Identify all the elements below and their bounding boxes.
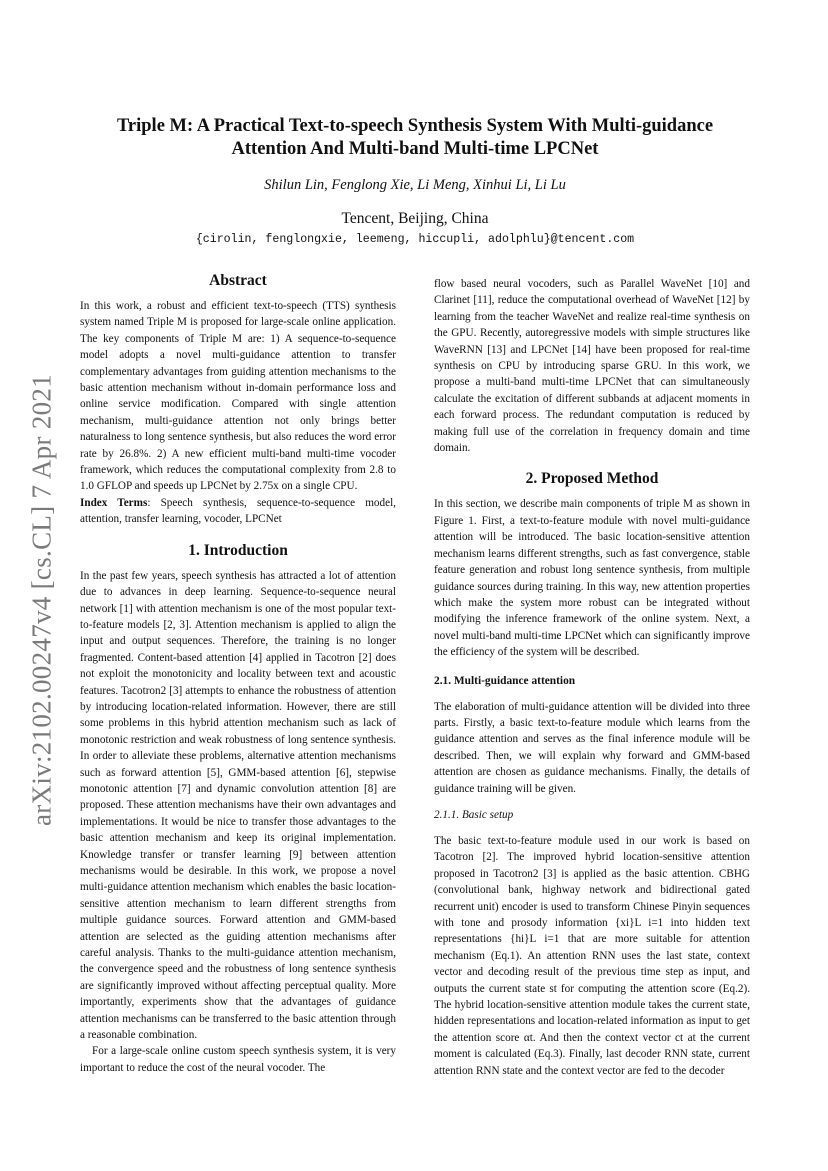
left-column	[80, 272, 396, 1076]
subsubsection-heading: 2.1.1. Basic setup	[434, 808, 514, 821]
method-paragraph-3: The basic text-to-feature module used in our work is based on Tacotron [2]. The improved hybrid location-sensitive attention proposed in Tacotron2 [3] is applied as the basic attention. CBHG (convolutional bank, highway network and bidirectional gated recurrent unit) encoder is used to transform Chinese Pinyin sequences with tone and prosody information {xi}L i=1 into hidden text representations {hi}L i=1 that are more suitable for attention mechanism (Eq.1). An attention RNN uses the last state, context vector and decoding result of the previous time step as input, and outputs the current state st for computing the attention score (Eq.2). The hybrid location-sensitive attention module takes the current state, hidden representations and location-related information as input to get the attention score αt. And then the context vector ct at the current moment is calculated (Eq.3). Finally, last decoder RNN state, current attention RNN state and the context vector are fed to the decoder	[434, 834, 750, 1077]
method-paragraph-2: The elaboration of multi-guidance attention will be divided into three parts. Firstly, a basic text-to-feature module which learns from the guidance attention and serves as the final inference module will be described. Then, we will explain why forward and GMM-based attention are chosen as guidance mechanisms. Finally, the details of guidance training will be given.	[434, 700, 750, 795]
abstract-heading: Abstract	[209, 272, 267, 289]
arxiv-sidebar	[22, 360, 62, 840]
intro-paragraph-1: In the past few years, speech synthesis has attracted a lot of attention due to advances in deep learning. Sequence-to-sequence neural network [1] with attention mechanism is one of the most popular text-to-feature models [2, 3]. Attention mechanism is applied to align the input and output sequences. Therefore, the training is no longer fragmented. Content-based attention [4] applied in Tacotron [2] does not exploit the monotonicity and locality between text and acoustic features. Tacotron2 [3] attempts to enhance the robustness of attention by introducing location-related information. However, there are still some problems in this hybrid attention mechanism such as lack of monotonic restriction and weak robustness of long sentence synthesis. In order to alleviate these problems, alternative attention mechanisms such as forward attention [5], GMM-based attention [6], stepwise monotonic attention [7] and dynamic convolution attention [8] are proposed. These attention mechanisms have their own advantages and implementations. It would be nice to transfer those advantages to the basic attention mechanism and keep its original implementation. Knowledge transfer or transfer learning [9] between attention mechanisms would be desirable. In this work, we propose a novel multi-guidance attention mechanism which enables the basic location-sensitive attention mechanism to learn different strengths from multiple guidance sources. Forward attention and GMM-based attention are selected as the guiding attention mechanisms after careful analysis. Thanks to the multi-guidance attention mechanism, the convergence speed and the robustness of long sentence synthesis are significantly improved without affecting perceptual quality. More importantly, experiments show that the advantages of guidance attention mechanisms can be transferred to the basic attention through a reasonable combination.	[80, 569, 396, 1042]
affiliation: Tencent, Beijing, China	[341, 210, 489, 227]
arxiv-identifier: arXiv:2102.00247v4 [cs.CL] 7 Apr 2021	[26, 373, 57, 827]
author-emails: {cirolin, fenglongxie, leemeng, hiccupli, adolphlu}@tencent.com	[195, 233, 635, 246]
intro-paragraph-2: For a large-scale online custom speech synthesis system, it is very important to reduce the cost of the neural vocoder. The	[80, 1045, 396, 1074]
index-terms	[80, 495, 396, 528]
authors: Shilun Lin, Fenglong Xie, Li Meng, Xinhui Li, Li Lu	[264, 177, 566, 193]
abstract-text: In this work, a robust and efficient text-to-speech (TTS) synthesis system named Triple M is proposed for large-scale online application. The key components of Triple M are: 1) A sequence-to-sequence model adopts a novel multi-guidance attention to transfer complementary advantages from guiding attention mechanisms to the basic attention mechanism without in-domain performance loss and online service modification. Compared with single attention mechanism, multi-guidance attention not only brings better naturalness to long sentence synthesis, but also reduces the word error rate by 26.8%. 2) A new efficient multi-band multi-time vocoder framework, which reduces the computational complexity from 2.8 to 1.0 GFLOP and speeds up LPCNet by 2.75x on a single CPU.	[80, 300, 396, 493]
right-column	[434, 276, 750, 1079]
method-heading: 2. Proposed Method	[525, 470, 659, 488]
intro-heading: 1. Introduction	[188, 541, 288, 559]
intro-paragraph-3: flow based neural vocoders, such as Parallel WaveNet [10] and Clarinet [11], reduce the computational overhead of WaveNet [12] by learning from the teacher WaveNet and realize real-time synthesis on the GPU. Recently, autoregressive models with simple structures like WaveRNN [13] and LPCNet [14] have been proposed for real-time synthesis on CPU by introducing sparse GRU. In this work, we propose a multi-band multi-time LPCNet that can simultaneously calculate the excitation of different subbands at adjacent moments in each forward process. The redundant computation is reduced by making full use of the correlation in frequency domain and time domain.	[434, 278, 750, 455]
paper-title	[70, 115, 760, 161]
title-line-1: Triple M: A Practical Text-to-speech Synthesis System With Multi-guidance	[116, 116, 714, 136]
method-paragraph-1: In this section, we describe main components of triple M as shown in Figure 1. First, a text-to-feature module with novel multi-guidance attention will be introduced. The basic location-sensitive attention mechanism learns different strengths, such as fast convergence, stable feature generation and robust long sentence synthesis, from multiple guidance sources during training. In this way, new attention properties which make the system more robust can be integrated without modifying the inference framework of the online system. Next, a novel multi-band multi-time LPCNet which can significantly improve the efficiency of the system will be described.	[434, 498, 750, 659]
index-terms-text: : Speech synthesis, sequence-to-sequence model, attention, transfer learning, vocoder, LPCNet	[80, 496, 396, 526]
subsection-heading: 2.1. Multi-guidance attention	[434, 674, 576, 687]
index-terms-label: Index Terms	[80, 496, 148, 509]
title-line-2: Attention And Multi-band Multi-time LPCNet	[231, 139, 599, 159]
